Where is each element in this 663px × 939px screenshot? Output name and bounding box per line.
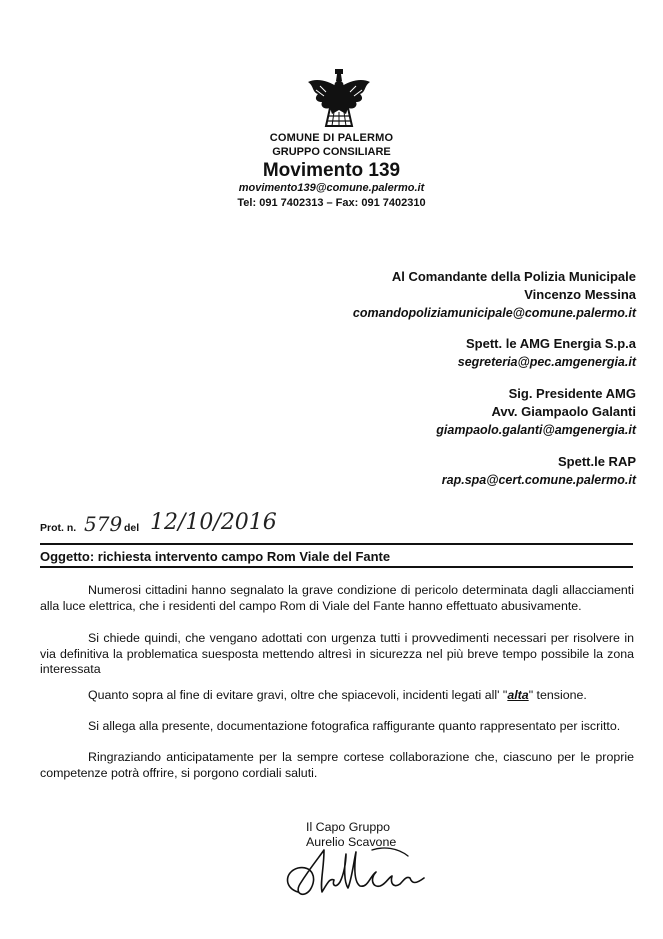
body-paragraph-5 bbox=[40, 750, 634, 781]
recipient-rap bbox=[442, 453, 636, 489]
handwritten-signature bbox=[280, 838, 430, 908]
emphasis-alta: alta bbox=[507, 688, 529, 702]
letterhead-phone-fax: Tel: 091 7402313 – Fax: 091 7402310 bbox=[237, 197, 426, 209]
eagle-crest-icon bbox=[306, 68, 372, 130]
body-paragraph-3 bbox=[40, 688, 634, 704]
recipient-amg bbox=[458, 335, 636, 371]
recipient-email: rap.spa@cert.comune.palermo.it bbox=[441, 473, 636, 487]
recipient-line: Sig. Presidente AMG bbox=[508, 386, 636, 401]
protocol-block bbox=[40, 508, 340, 548]
paragraph-text bbox=[40, 688, 634, 704]
recipient-email: comandopoliziamunicipale@comune.palermo.it bbox=[352, 306, 636, 320]
recipient-line: Avv. Giampaolo Galanti bbox=[491, 404, 636, 419]
recipient-line: Spett. le AMG Energia S.p.a bbox=[466, 336, 636, 351]
protocol-del-label: del bbox=[124, 522, 140, 534]
paragraph-text-part: " tensione. bbox=[528, 688, 587, 702]
closing-name: Aurelio Scavone bbox=[306, 835, 397, 849]
protocol-date: 12/10/2016 bbox=[150, 510, 277, 535]
paragraph-text-part: Quanto sopra al fine di evitare gravi, oltre che spiacevoli, incidenti legati all' " bbox=[88, 688, 508, 702]
protocol-label: Prot. n. bbox=[40, 522, 77, 534]
org-line-1: COMUNE DI PALERMO bbox=[269, 132, 394, 144]
recipient-email: giampaolo.galanti@amgenergia.it bbox=[436, 423, 636, 437]
recipient-amg-president bbox=[436, 385, 636, 439]
paragraph-text: Ringraziando anticipatamente per la sempre cortese collaborazione che, ciascuno per le proprie competenze potrà offrire, si porgono cordiali saluti. bbox=[40, 750, 634, 780]
paragraph-text: Si allega alla presente, documentazione fotografica raffigurante quanto rappresentato per iscritto. bbox=[88, 719, 621, 733]
protocol-number: 579 bbox=[84, 512, 123, 536]
org-line-2: GRUPPO CONSILIARE bbox=[272, 146, 391, 158]
recipient-email: segreteria@pec.amgenergia.it bbox=[457, 355, 636, 369]
recipient-line: Spett.le RAP bbox=[557, 454, 636, 469]
subject-rule-top bbox=[40, 543, 633, 545]
subject: Oggetto: richiesta intervento campo Rom Viale del Fante bbox=[40, 549, 391, 564]
paragraph-text: Numerosi cittadini hanno segnalato la grave condizione di pericolo determinata dagli allacciamenti alla luce elettrica, che i residenti del campo Rom di Viale del Fante hanno effettuato abusivamente. bbox=[40, 583, 634, 613]
letterhead-email: movimento139@comune.palermo.it bbox=[238, 182, 425, 194]
body-paragraph-4 bbox=[40, 719, 634, 735]
recipient-line: Al Comandante della Polizia Municipale bbox=[391, 269, 636, 284]
paragraph-text: Si chiede quindi, che vengano adottati con urgenza tutti i provvedimenti necessari per risolvere in via definitiva la problematica suesposta mettendo altresì in sicurezza nel più breve tempo possibile la zona interessata bbox=[40, 631, 634, 676]
subject-rule-bottom bbox=[40, 566, 633, 568]
recipient-line: Vincenzo Messina bbox=[524, 287, 636, 302]
group-name: Movimento 139 bbox=[262, 160, 401, 181]
body-paragraph-2 bbox=[40, 631, 634, 678]
closing-role: Il Capo Gruppo bbox=[306, 820, 391, 834]
body-paragraph-1 bbox=[40, 583, 634, 614]
recipient-police bbox=[353, 268, 636, 322]
